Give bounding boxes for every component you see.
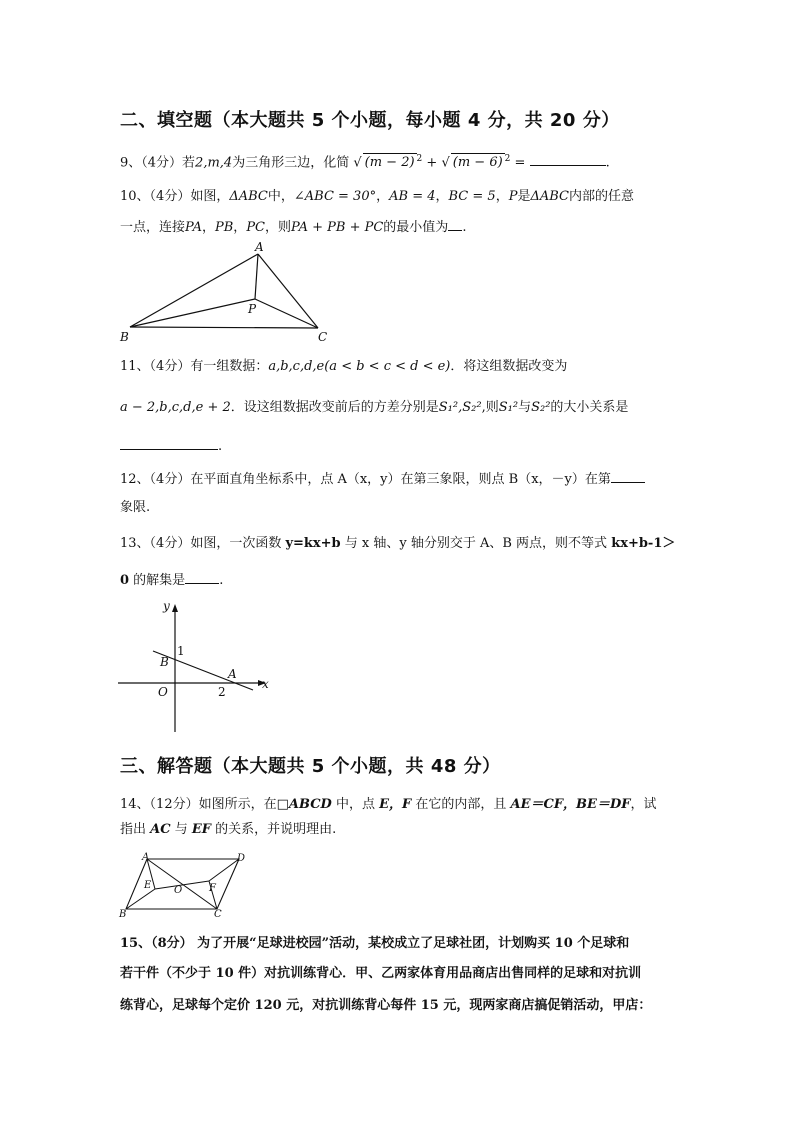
q14-ac: AC (150, 822, 171, 837)
q14-label-o: O (174, 885, 183, 896)
q11-label: 11、（4分）有一组数据： (120, 359, 269, 374)
q14-text: 的关系，并说明理由. (210, 822, 337, 837)
q14-label-d: D (237, 853, 246, 864)
q9-radicand-1: (m − 2) (364, 155, 415, 171)
q14-label-c: C (214, 909, 222, 920)
q14-ef: EF (191, 822, 211, 837)
q10-text: 一点，连接 (120, 220, 186, 235)
q10-pc: PC (246, 220, 266, 235)
q13-graph-figure (118, 596, 278, 736)
q10-end: . (462, 220, 467, 235)
q14-label-a: A (142, 852, 150, 863)
question-15-line-2 (120, 965, 641, 983)
question-15-line-1 (120, 935, 629, 953)
q14-parallelogram: □ABCD (276, 797, 332, 812)
q11-end: . (218, 439, 223, 454)
q13-label-x: x (262, 677, 269, 691)
q10-label: 10、（4分）如图， (120, 189, 230, 204)
q9-radicand-2: (m − 6) (452, 155, 503, 171)
q14-label-b: B (119, 909, 127, 920)
q11-text: 与 (518, 400, 532, 415)
q14-label: 14、（12分）如图所示，在 (120, 797, 277, 812)
q10-triangle: ΔABC (229, 189, 268, 204)
q14-condition: AE＝CF，BE＝DF (510, 797, 631, 812)
q14-points: E，F (379, 797, 412, 812)
q9-exp-1: 2 (416, 154, 423, 164)
section-2-title: 二、填空题（本大题共 5 个小题，每小题 4 分，共 20 分） (120, 110, 620, 131)
q11-text: ．将这组数据改变为 (450, 359, 568, 374)
q9-label: 9、（4分）若 (120, 155, 196, 171)
q14-label-e: E (144, 880, 152, 891)
q10-label-b: B (120, 330, 129, 344)
q10-p: P (508, 189, 518, 204)
q14-text: 在它的内部，且 (411, 797, 511, 812)
q9-answer-blank[interactable] (530, 153, 606, 166)
q11-text: 的大小关系是 (550, 400, 629, 415)
question-13-line-1 (120, 535, 675, 553)
question-10-line-1 (120, 188, 634, 206)
q13-zero: 0 (120, 573, 130, 588)
question-10-line-2 (120, 218, 466, 237)
q10-answer-blank[interactable] (448, 218, 462, 231)
q13-label-y: y (163, 599, 170, 613)
q14-parallelogram-figure (116, 850, 251, 920)
q10-comma: ， (233, 220, 247, 235)
q13-y-arrow-icon (172, 604, 178, 612)
q13-label-1: 1 (177, 644, 185, 658)
question-13-line-2 (120, 571, 223, 590)
q10-text: 内部的任意 (569, 189, 635, 204)
q10-pb: PB (214, 220, 234, 235)
q10-sum: PA + PB + PC (291, 220, 384, 235)
q9-plus: + (426, 155, 438, 171)
q10-triangle: ΔABC (530, 189, 569, 204)
question-11-line-2 (120, 399, 628, 417)
q10-text: ，则 (265, 220, 292, 235)
q10-pa: PA (185, 220, 202, 235)
q11-answer-blank[interactable] (120, 437, 218, 450)
q14-text: 与 (170, 822, 192, 837)
q13-text: 的解集是 (129, 573, 186, 588)
question-9 (120, 150, 610, 172)
q12-text: 象限. (120, 500, 151, 515)
q10-ab: AB = 4 (389, 189, 436, 204)
q14-text: 中，点 (331, 797, 380, 812)
q10-text: 是 (517, 189, 531, 204)
q9-text: 为三角形三边，化简 (232, 155, 350, 171)
q14-text: ，试 (630, 797, 657, 812)
question-14-line-2 (120, 821, 336, 839)
q10-bc: BC = 5 (448, 189, 496, 204)
q10-comma: ， (495, 189, 509, 204)
q11-text: ．设这组数据改变前后的方差分别是 (230, 400, 439, 415)
q11-s1: S₁² (498, 400, 519, 415)
q14-text: 指出 (120, 822, 151, 837)
q10-angle: ∠ABC = 30° (293, 189, 377, 204)
question-14-line-1 (120, 796, 656, 814)
q10-comma: ， (435, 189, 449, 204)
q10-text: 中， (267, 189, 294, 204)
q10-text: 的最小值为 (383, 220, 449, 235)
q13-label-2: 2 (218, 685, 226, 699)
question-11-line-1 (120, 358, 567, 376)
q9-vars: 2,m,4 (195, 155, 233, 171)
q10-side-bc (130, 327, 318, 328)
q9-exp-2: 2 (504, 154, 511, 164)
q12-text: 12、（4分）在平面直角坐标系中，点 A（x，y）在第三象限，则点 B（x，－y）在第 (120, 472, 611, 487)
q10-triangle-figure (115, 240, 330, 346)
q11-text: ,则 (481, 400, 499, 415)
q9-end: . (605, 155, 610, 171)
q10-side-ab (130, 254, 258, 327)
section-3-title: 三、解答题（本大题共 5 个小题，共 48 分） (120, 756, 501, 777)
q9-sqrt-sign-1: √ (353, 155, 362, 171)
q13-end: . (219, 573, 224, 588)
q11-data: a,b,c,d,e (268, 359, 325, 374)
q14-label-f: F (209, 883, 216, 894)
q15-text: 若干件（不少于 10 件）对抗训练背心．甲、乙两家体育用品商店出售同样的足球和对抗训 (120, 966, 642, 981)
q10-side-ac (258, 254, 318, 328)
q15-text: 练背心，足球每个定价 120 元，对抗训练背心每件 15 元，现两家商店搞促销活动，甲店： (120, 998, 652, 1013)
q10-label-a: A (255, 240, 264, 254)
q10-comma: ， (376, 189, 390, 204)
question-12-line-2 (120, 499, 150, 517)
q13-inequality: kx+b-1＞ (611, 536, 676, 551)
q13-label: 13、（4分）如图，一次函数 (120, 536, 286, 551)
q13-answer-blank[interactable] (185, 571, 219, 584)
question-12-line-1 (120, 470, 645, 489)
q14-diagonal-ac (147, 859, 217, 909)
q13-function: y=kx+b (285, 536, 341, 551)
q12-answer-blank[interactable] (611, 470, 645, 483)
q10-segment-pa (255, 254, 258, 299)
q10-label-p: P (248, 302, 257, 316)
q13-label-o: O (158, 685, 168, 699)
q10-segment-pc (255, 299, 318, 328)
q13-text: 与 x 轴、y 轴分别交于 A、B 两点，则不等式 (340, 536, 612, 551)
q11-condition: (a < b < c < d < e) (324, 359, 451, 374)
question-11-line-3 (120, 437, 222, 456)
q10-segment-pb (130, 299, 255, 327)
q9-sqrt-sign-2: √ (441, 155, 450, 171)
q10-comma: ， (201, 220, 215, 235)
q11-s2: S₂² (531, 400, 551, 415)
q13-label-a: A (228, 667, 237, 681)
q9-equals: = (514, 155, 526, 171)
q11-variance-pair: S₁²,S₂² (438, 400, 482, 415)
q15-text: 15、（8分） 为了开展“足球进校园”活动，某校成立了足球社团，计划购买 10 个足球和 (120, 936, 630, 951)
q11-changed-data: a − 2,b,c,d,e + 2 (120, 400, 231, 415)
q13-label-b: B (160, 655, 169, 669)
q10-label-c: C (318, 330, 328, 344)
question-15-line-3 (120, 997, 651, 1015)
